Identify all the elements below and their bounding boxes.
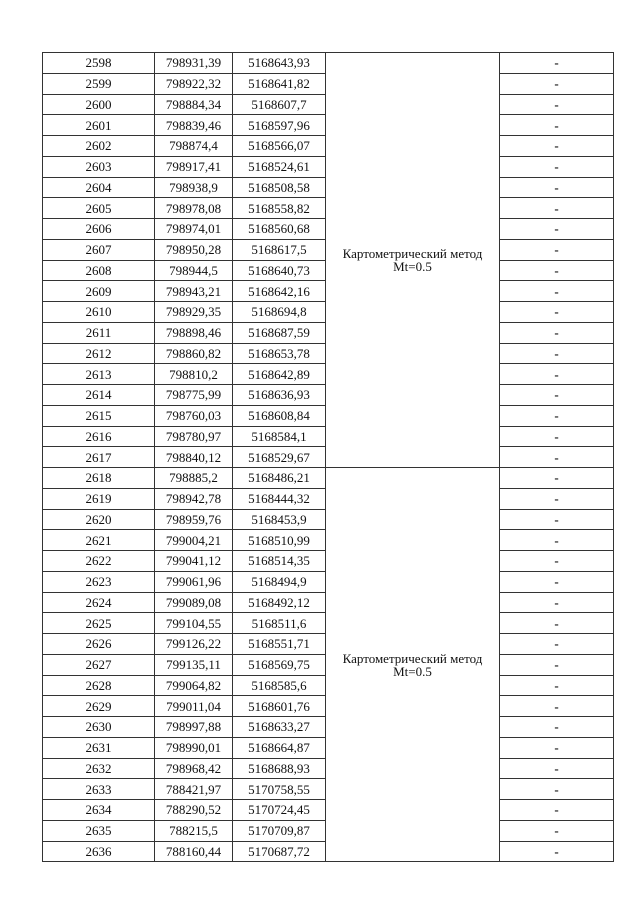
- y-coordinate-cell: 5168653,78: [233, 343, 326, 364]
- y-coordinate-cell: 5168597,96: [233, 115, 326, 136]
- point-number-cell: 2629: [43, 696, 155, 717]
- note-cell: -: [500, 468, 614, 489]
- x-coordinate-cell: 788421,97: [155, 779, 233, 800]
- method-accuracy: Mt=0.5: [393, 259, 432, 274]
- point-number-cell: 2630: [43, 717, 155, 738]
- note-cell: -: [500, 219, 614, 240]
- x-coordinate-cell: 798944,5: [155, 260, 233, 281]
- point-number-cell: 2624: [43, 592, 155, 613]
- note-cell: -: [500, 198, 614, 219]
- x-coordinate-cell: 799089,08: [155, 592, 233, 613]
- note-cell: -: [500, 779, 614, 800]
- note-cell: -: [500, 136, 614, 157]
- point-number-cell: 2603: [43, 156, 155, 177]
- note-cell: -: [500, 696, 614, 717]
- x-coordinate-cell: 798922,32: [155, 73, 233, 94]
- note-cell: -: [500, 634, 614, 655]
- point-number-cell: 2600: [43, 94, 155, 115]
- point-number-cell: 2614: [43, 385, 155, 406]
- x-coordinate-cell: 798974,01: [155, 219, 233, 240]
- y-coordinate-cell: 5168494,9: [233, 571, 326, 592]
- note-cell: -: [500, 654, 614, 675]
- note-cell: -: [500, 592, 614, 613]
- x-coordinate-cell: 788215,5: [155, 820, 233, 841]
- y-coordinate-cell: 5170724,45: [233, 800, 326, 821]
- y-coordinate-cell: 5168566,07: [233, 136, 326, 157]
- y-coordinate-cell: 5168642,89: [233, 364, 326, 385]
- y-coordinate-cell: 5168607,7: [233, 94, 326, 115]
- method-name: Картометрический метод: [342, 650, 483, 666]
- note-cell: -: [500, 717, 614, 738]
- point-number-cell: 2617: [43, 447, 155, 468]
- point-number-cell: 2605: [43, 198, 155, 219]
- note-cell: -: [500, 405, 614, 426]
- point-number-cell: 2631: [43, 737, 155, 758]
- x-coordinate-cell: 799135,11: [155, 654, 233, 675]
- y-coordinate-cell: 5168511,6: [233, 613, 326, 634]
- y-coordinate-cell: 5168585,6: [233, 675, 326, 696]
- method-cell: [326, 468, 500, 862]
- point-number-cell: 2636: [43, 841, 155, 862]
- note-cell: -: [500, 758, 614, 779]
- y-coordinate-cell: 5168643,93: [233, 53, 326, 74]
- note-cell: -: [500, 115, 614, 136]
- y-coordinate-cell: 5168508,58: [233, 177, 326, 198]
- point-number-cell: 2611: [43, 322, 155, 343]
- x-coordinate-cell: 798884,34: [155, 94, 233, 115]
- y-coordinate-cell: 5168687,59: [233, 322, 326, 343]
- x-coordinate-cell: 798760,03: [155, 405, 233, 426]
- note-cell: -: [500, 260, 614, 281]
- coordinates-table: [42, 52, 614, 862]
- note-cell: -: [500, 571, 614, 592]
- y-coordinate-cell: 5168558,82: [233, 198, 326, 219]
- y-coordinate-cell: 5168617,5: [233, 239, 326, 260]
- point-number-cell: 2606: [43, 219, 155, 240]
- note-cell: -: [500, 841, 614, 862]
- point-number-cell: 2607: [43, 239, 155, 260]
- note-cell: -: [500, 820, 614, 841]
- note-cell: -: [500, 94, 614, 115]
- note-cell: -: [500, 613, 614, 634]
- point-number-cell: 2623: [43, 571, 155, 592]
- x-coordinate-cell: 799104,55: [155, 613, 233, 634]
- x-coordinate-cell: 798885,2: [155, 468, 233, 489]
- x-coordinate-cell: 798950,28: [155, 239, 233, 260]
- point-number-cell: 2628: [43, 675, 155, 696]
- point-number-cell: 2598: [43, 53, 155, 74]
- y-coordinate-cell: 5168636,93: [233, 385, 326, 406]
- point-number-cell: 2632: [43, 758, 155, 779]
- table-row: [43, 468, 614, 489]
- y-coordinate-cell: 5170758,55: [233, 779, 326, 800]
- point-number-cell: 2626: [43, 634, 155, 655]
- note-cell: -: [500, 800, 614, 821]
- y-coordinate-cell: 5168551,71: [233, 634, 326, 655]
- y-coordinate-cell: 5168510,99: [233, 530, 326, 551]
- coordinates-table-body: [43, 53, 614, 862]
- point-number-cell: 2618: [43, 468, 155, 489]
- point-number-cell: 2633: [43, 779, 155, 800]
- x-coordinate-cell: 799011,04: [155, 696, 233, 717]
- x-coordinate-cell: 798943,21: [155, 281, 233, 302]
- point-number-cell: 2625: [43, 613, 155, 634]
- x-coordinate-cell: 799061,96: [155, 571, 233, 592]
- note-cell: -: [500, 156, 614, 177]
- note-cell: -: [500, 364, 614, 385]
- note-cell: -: [500, 737, 614, 758]
- y-coordinate-cell: 5168608,84: [233, 405, 326, 426]
- note-cell: -: [500, 488, 614, 509]
- y-coordinate-cell: 5170709,87: [233, 820, 326, 841]
- note-cell: -: [500, 530, 614, 551]
- note-cell: -: [500, 322, 614, 343]
- note-cell: -: [500, 177, 614, 198]
- note-cell: -: [500, 426, 614, 447]
- x-coordinate-cell: 798898,46: [155, 322, 233, 343]
- point-number-cell: 2620: [43, 509, 155, 530]
- x-coordinate-cell: 788160,44: [155, 841, 233, 862]
- y-coordinate-cell: 5168694,8: [233, 302, 326, 323]
- point-number-cell: 2599: [43, 73, 155, 94]
- x-coordinate-cell: 798990,01: [155, 737, 233, 758]
- y-coordinate-cell: 5168569,75: [233, 654, 326, 675]
- note-cell: -: [500, 675, 614, 696]
- y-coordinate-cell: 5168664,87: [233, 737, 326, 758]
- note-cell: -: [500, 551, 614, 572]
- point-number-cell: 2610: [43, 302, 155, 323]
- point-number-cell: 2635: [43, 820, 155, 841]
- y-coordinate-cell: 5168492,12: [233, 592, 326, 613]
- note-cell: -: [500, 302, 614, 323]
- x-coordinate-cell: 798840,12: [155, 447, 233, 468]
- y-coordinate-cell: 5168688,93: [233, 758, 326, 779]
- x-coordinate-cell: 798860,82: [155, 343, 233, 364]
- y-coordinate-cell: 5168641,82: [233, 73, 326, 94]
- note-cell: -: [500, 385, 614, 406]
- note-cell: -: [500, 447, 614, 468]
- x-coordinate-cell: 798839,46: [155, 115, 233, 136]
- point-number-cell: 2608: [43, 260, 155, 281]
- x-coordinate-cell: 798942,78: [155, 488, 233, 509]
- point-number-cell: 2609: [43, 281, 155, 302]
- note-cell: -: [500, 53, 614, 74]
- point-number-cell: 2612: [43, 343, 155, 364]
- method-cell: [326, 53, 500, 468]
- y-coordinate-cell: 5168601,76: [233, 696, 326, 717]
- table-row: [43, 53, 614, 74]
- note-cell: -: [500, 343, 614, 364]
- y-coordinate-cell: 5168529,67: [233, 447, 326, 468]
- x-coordinate-cell: 798810,2: [155, 364, 233, 385]
- y-coordinate-cell: 5168524,61: [233, 156, 326, 177]
- x-coordinate-cell: 798931,39: [155, 53, 233, 74]
- x-coordinate-cell: 798917,41: [155, 156, 233, 177]
- y-coordinate-cell: 5168584,1: [233, 426, 326, 447]
- note-cell: -: [500, 509, 614, 530]
- point-number-cell: 2619: [43, 488, 155, 509]
- x-coordinate-cell: 798874,4: [155, 136, 233, 157]
- x-coordinate-cell: 798997,88: [155, 717, 233, 738]
- x-coordinate-cell: 798775,99: [155, 385, 233, 406]
- x-coordinate-cell: 798938,9: [155, 177, 233, 198]
- point-number-cell: 2602: [43, 136, 155, 157]
- x-coordinate-cell: 799064,82: [155, 675, 233, 696]
- point-number-cell: 2634: [43, 800, 155, 821]
- method-accuracy: Mt=0.5: [393, 663, 432, 679]
- x-coordinate-cell: 799004,21: [155, 530, 233, 551]
- x-coordinate-cell: 788290,52: [155, 800, 233, 821]
- method-name: Картометрический метод: [342, 246, 483, 261]
- x-coordinate-cell: 798780,97: [155, 426, 233, 447]
- y-coordinate-cell: 5168514,35: [233, 551, 326, 572]
- point-number-cell: 2601: [43, 115, 155, 136]
- point-number-cell: 2627: [43, 654, 155, 675]
- y-coordinate-cell: 5168633,27: [233, 717, 326, 738]
- y-coordinate-cell: 5168640,73: [233, 260, 326, 281]
- y-coordinate-cell: 5168453,9: [233, 509, 326, 530]
- x-coordinate-cell: 798968,42: [155, 758, 233, 779]
- x-coordinate-cell: 798959,76: [155, 509, 233, 530]
- note-cell: -: [500, 239, 614, 260]
- y-coordinate-cell: 5168444,32: [233, 488, 326, 509]
- x-coordinate-cell: 799126,22: [155, 634, 233, 655]
- point-number-cell: 2604: [43, 177, 155, 198]
- y-coordinate-cell: 5170687,72: [233, 841, 326, 862]
- point-number-cell: 2616: [43, 426, 155, 447]
- note-cell: -: [500, 281, 614, 302]
- y-coordinate-cell: 5168642,16: [233, 281, 326, 302]
- x-coordinate-cell: 798929,35: [155, 302, 233, 323]
- x-coordinate-cell: 798978,08: [155, 198, 233, 219]
- x-coordinate-cell: 799041,12: [155, 551, 233, 572]
- point-number-cell: 2621: [43, 530, 155, 551]
- y-coordinate-cell: 5168486,21: [233, 468, 326, 489]
- y-coordinate-cell: 5168560,68: [233, 219, 326, 240]
- point-number-cell: 2622: [43, 551, 155, 572]
- point-number-cell: 2613: [43, 364, 155, 385]
- point-number-cell: 2615: [43, 405, 155, 426]
- note-cell: -: [500, 73, 614, 94]
